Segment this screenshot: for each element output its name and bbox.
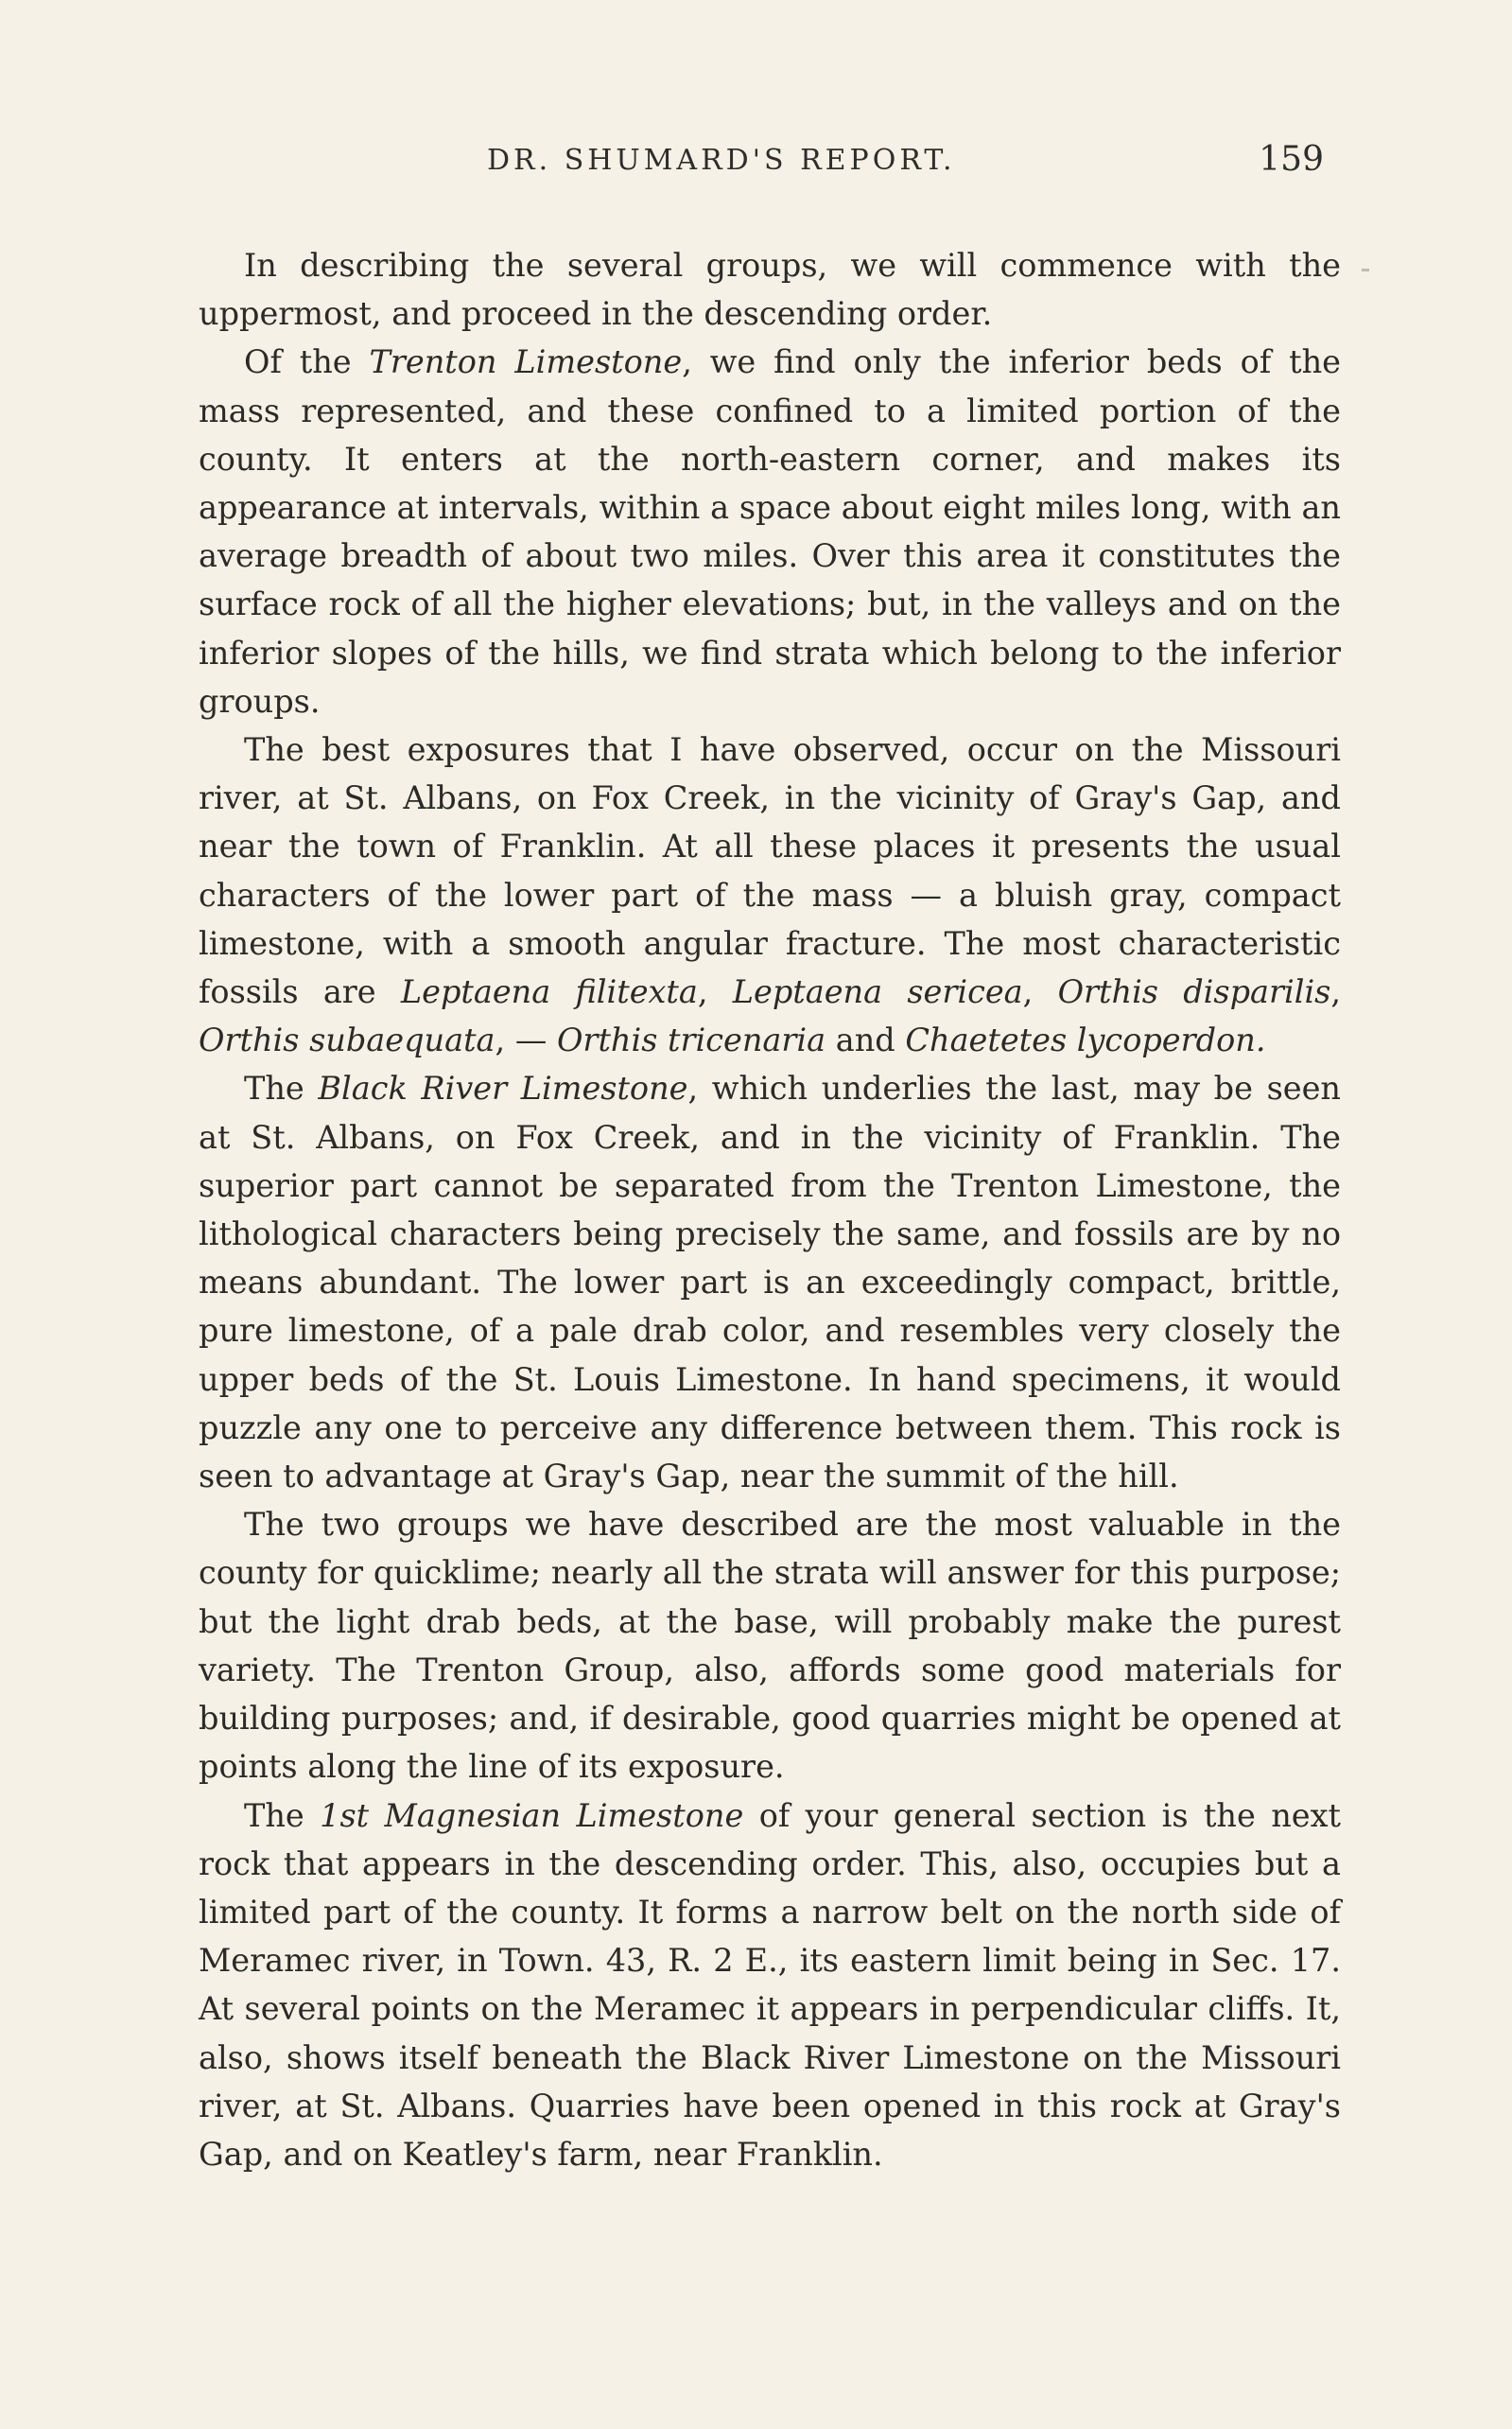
running-title: DR. SHUMARD'S REPORT.: [487, 144, 956, 177]
paragraph: [199, 338, 1341, 725]
text-run: of your general section is the next rock that appears in the descending order. This, also, occupies but a limited part of the county. It forms a narrow belt on the north side of Meramec river, in Town. 43, R. 2 E., its eastern limit being in Sec. 17. At several points on the Meramec it appears in perpendicular cliffs. It, also, shows itself beneath the Black River Limestone on the Missouri river, at St. Albans. Quarries have been opened in this rock at Gray's Gap, and on Keatley's farm, near Franklin.: [199, 1796, 1341, 2173]
paragraph: [199, 1500, 1341, 1791]
italic-term: Leptaena sericea: [732, 973, 1023, 1011]
paragraph: [199, 725, 1341, 1064]
text-run: Of the: [244, 343, 370, 381]
text-run: ,: [697, 973, 733, 1011]
text-run: The two groups we have described are the most valuable in the county for quicklime; nearly all the strata will answer for this purpose; but the light drab beds, at the base, will probably make the purest variety. The Trenton Group, also, affords some good materials for building purposes; and, if desirable, good quarries might be opened at points along the line of its exposure.: [199, 1506, 1341, 1786]
paragraph: [199, 1064, 1341, 1500]
text-run: ,: [1022, 973, 1058, 1011]
italic-term: Orthis tricenaria: [556, 1022, 826, 1059]
text-run: The best exposures that I have observed, occur on the Missouri river, at St. Albans, on Fox Creek, in the vicinity of Gray's Gap, and near the town of Franklin. At all these places it presents the usual characters of the lower part of the mass — a bluish gray, compact limestone, with a smooth angular fracture. The most characteristic fossils are: [199, 731, 1341, 1011]
paragraph: [199, 1791, 1341, 2179]
text-run: , which underlies the last, may be seen at St. Albans, on Fox Creek, and in the vicinity of Franklin. The superior part cannot be separated from the Trenton Limestone, the lithological characters being precisely the same, and fossils are by no means abundant. The lower part is an exceedingly compact, brittle, pure limestone, of a pale drab color, and resembles very closely the upper beds of the St. Louis Limestone. In hand specimens, it would puzzle any one to perceive any difference between them. This rock is seen to advantage at Gray's Gap, near the summit of the hill.: [199, 1070, 1342, 1495]
ink-mark: [1362, 269, 1369, 271]
text-run: The: [244, 1070, 319, 1108]
italic-term: Orthis subaequata: [199, 1022, 495, 1059]
body-text: [199, 241, 1341, 2178]
text-run: , we find only the inferior beds of the mass represented, and these confined to a limited portion of the county. It enters at the north-eastern corner, and makes its appearance at intervals, within a space about eight miles long, with an average breadth of about two miles. Over this area it constitutes the surface rock of all the higher elevations; but, in the valleys and on the inferior slopes of the hills, we find strata which belong to the inferior groups.: [199, 343, 1341, 720]
italic-term: Leptaena filitexta: [400, 973, 698, 1011]
italic-term: 1st Magnesian Limestone: [320, 1796, 744, 1834]
italic-term: Black River Limestone: [318, 1070, 688, 1108]
paragraph: [199, 241, 1341, 338]
italic-term: Chaetetes lycoperdon.: [905, 1022, 1266, 1059]
text-run: In describing the several groups, we will commence with the uppermost, and proceed in the descending order.: [199, 247, 1341, 333]
italic-term: Trenton Limestone: [369, 343, 683, 381]
text-run: The: [244, 1796, 321, 1834]
text-run: , —: [495, 1022, 557, 1059]
text-run: ,: [1330, 973, 1342, 1011]
text-run: and: [826, 1022, 906, 1059]
page-number: 159: [1259, 140, 1324, 179]
italic-term: Orthis disparilis: [1057, 973, 1331, 1011]
running-head: [189, 140, 1324, 185]
